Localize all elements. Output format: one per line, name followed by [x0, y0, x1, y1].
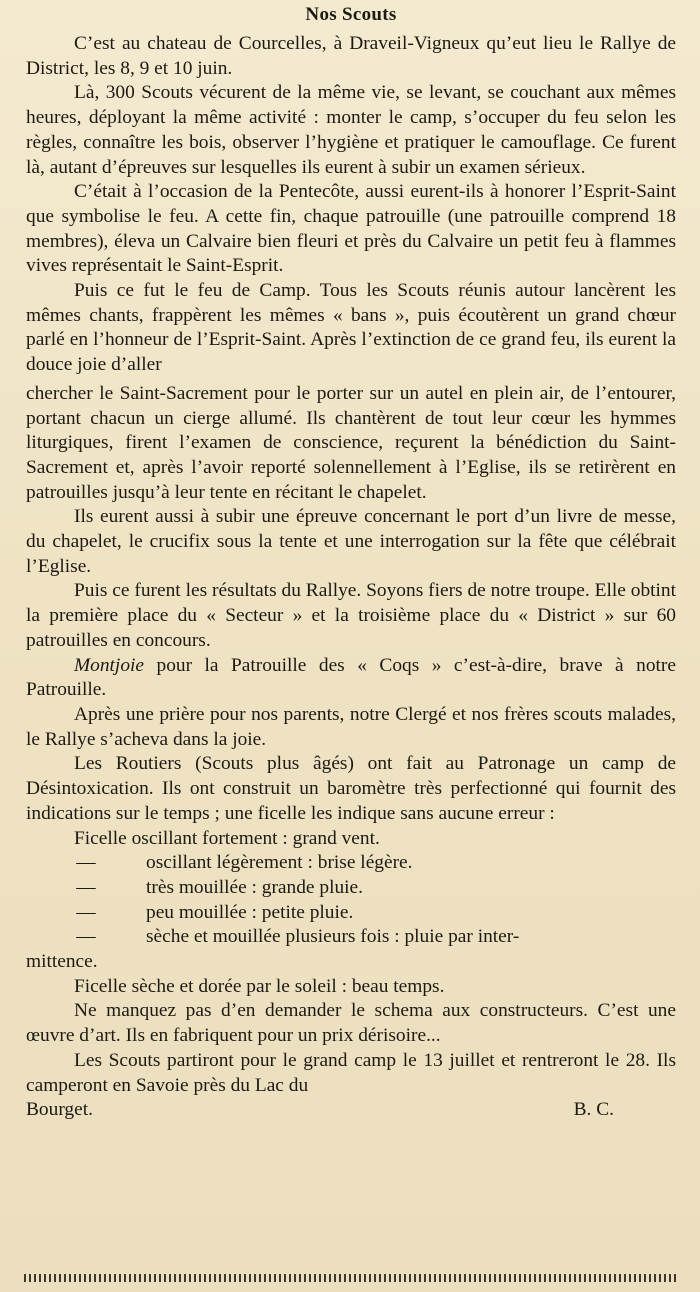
barometer-wrap — [26, 950, 676, 975]
paragraph — [26, 654, 676, 703]
barometer-item — [26, 901, 676, 926]
article-body — [26, 32, 676, 1123]
signature: B. C. — [573, 1099, 614, 1121]
barometer-item — [26, 925, 676, 950]
barometer-text: peu mouillée : petite pluie. — [146, 901, 354, 923]
barometer-text: très mouillée : grande pluie. — [146, 876, 363, 898]
paragraph: Les Scouts partiront pour le grand camp le 13 juillet et rentreront le 28. Ils camperont en Savoie près du Lac du — [26, 1049, 676, 1096]
barometer-text: Ficelle oscillant fortement : grand vent. — [74, 827, 380, 849]
barometer-text: oscillant légèrement : brise légère. — [146, 852, 413, 874]
barometer-item — [26, 876, 676, 901]
ditto-dash: — — [76, 852, 96, 874]
ditto-dash: — — [76, 876, 96, 898]
barometer-item — [26, 827, 676, 852]
ditto-dash: — — [76, 926, 96, 948]
paragraph-text: Bourget. — [26, 1099, 93, 1121]
paragraph: Ne manquez pas d’en demander le schema aux constructeurs. C’est une œuvre d’art. Ils en fabriquent pour un prix dérisoire... — [26, 1000, 676, 1047]
paragraph: C’est au chateau de Courcelles, à Draveil-Vigneux qu’eut lieu le Rallye de District, les 8, 9 et 10 juin. — [26, 33, 676, 79]
paragraph: Puis ce furent les résultats du Rallye. Soyons fiers de notre troupe. Elle obtint la première place du « Secteur » et la troisième place du « District » sur 60 patrouilles en concours. — [26, 580, 676, 651]
barometer-text: sèche et mouillée plusieurs fois : pluie par inter- — [146, 926, 520, 948]
paragraph-text: pour la Patrouille des « Coqs » c’est-à-dire, brave à notre Patrouille. — [26, 654, 676, 701]
decorative-border — [24, 1274, 676, 1282]
paragraph-continued: chercher le Saint-Sacrement pour le porter sur un autel en plein air, de l’entourer, portant chacun un cierge allumé. Ils chantèrent de tout leur cœur les hymmes liturgiques, firent l’examen de conscience, reçurent la bénédiction du Saint-Sacrement et, après l’avoir reporté solennellement à l’Eglise, ils se retirèrent en patrouilles jusqu’à leur tente en récitant le chapelet. — [26, 382, 676, 503]
paragraph: C’était à l’occasion de la Pentecôte, aussi eurent-ils à honorer l’Esprit-Saint que symbolise le feu. A cette fin, chaque patrouille (une patrouille comprend 18 membres), éleva un Calvaire bien fleuri et près du Calvaire un petit feu à flammes vives représentait le Saint-Esprit. — [26, 181, 676, 277]
article-title: Nos Scouts — [305, 4, 397, 25]
italic-word: Montjoie — [74, 654, 145, 676]
ditto-dash: — — [76, 901, 96, 923]
paragraph: Là, 300 Scouts vécurent de la même vie, se levant, se couchant aux mêmes heures, déployant la même activité : monter le camp, s’occuper du feu selon les règles, connaître les bois, observer l’hygiène et pratiquer le camouflage. Ce furent là, autant d’épreuves sur lesquelles ils eurent à subir un examen sérieux. — [26, 82, 676, 178]
paragraph: Les Routiers (Scouts plus âgés) ont fait au Patronage un camp de Désintoxication. Ils ont construit un baromètre très perfectionné qui fournit des indications sur le temps ; une ficelle les indique sans aucune erreur : — [26, 753, 676, 824]
paragraph: Ficelle sèche et dorée par le soleil : beau temps. — [74, 975, 445, 997]
barometer-text: mittence. — [26, 951, 98, 973]
barometer-item — [26, 851, 676, 876]
paragraph: Après une prière pour nos parents, notre Clergé et nos frères scouts malades, le Rallye s’acheva dans la joie. — [26, 703, 676, 750]
paragraph: Ils eurent aussi à subir une épreuve concernant le port d’un livre de messe, du chapelet, le crucifix sous la tente et une interrogation sur la fête que célébrait l’Eglise. — [26, 506, 676, 577]
closing-line — [26, 1098, 676, 1123]
paragraph: Puis ce fut le feu de Camp. Tous les Scouts réunis autour lancèrent les mêmes chants, frappèrent les mêmes « bans », puis écoutèrent un grand chœur parlé en l’honneur de l’Esprit-Saint. Après l’extinction de ce grand feu, ils eurent la douce joie d’aller — [26, 280, 676, 376]
